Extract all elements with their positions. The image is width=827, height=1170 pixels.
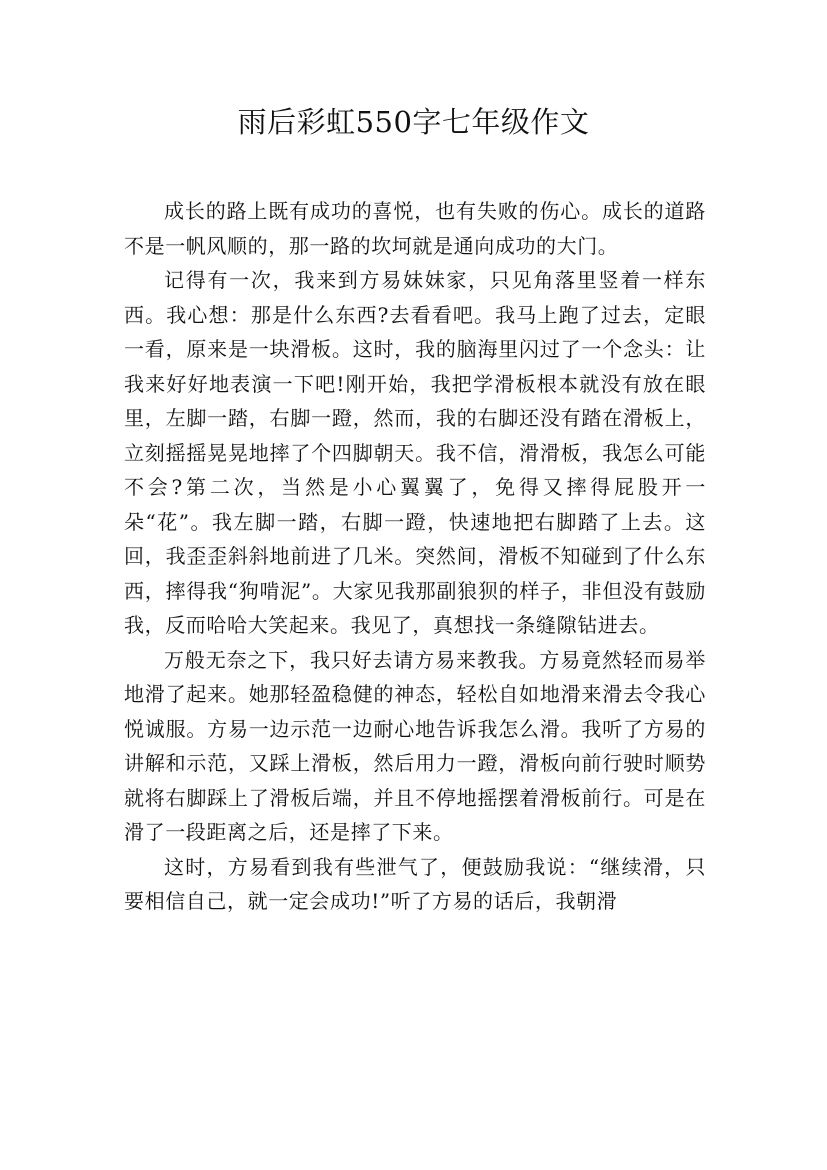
paragraph-3: 万般无奈之下，我只好去请方易来教我。方易竟然轻而易举地滑了起来。她那轻盈稳健的神态，轻松自如地滑来滑去令我心悦诚服。方易一边示范一边耐心地告诉我怎么滑。我听了方易的讲解和示范，又踩上滑板，然后用力一蹬，滑板向前行驶时顺势就将右脚踩上了滑板后端，并且不停地摇摆着滑板前行。可是在滑了一段距离之后，还是摔了下来。	[124, 647, 706, 844]
document-title: 雨后彩虹550字七年级作文	[237, 105, 590, 139]
paragraph-1: 成长的路上既有成功的喜悦，也有失败的伤心。成长的道路不是一帆风顺的，那一路的坎坷就是通向成功的大门。	[124, 199, 706, 258]
paragraph-2: 记得有一次，我来到方易妹妹家，只见角落里竖着一样东西。我心想：那是什么东西?去看看吧。我马上跑了过去，定眼一看，原来是一块滑板。这时，我的脑海里闪过了一个念头：让我来好好地表演一下吧!刚开始，我把学滑板根本就没有放在眼里，左脚一踏，右脚一蹬，然而，我的右脚还没有踏在滑板上，立刻摇摇晃晃地摔了个四脚朝天。我不信，滑滑板，我怎么可能不会?第二次，当然是小心翼翼了，免得又摔得屁股开一朵“花”。我左脚一踏，右脚一蹬，快速地把右脚踏了上去。这回，我歪歪斜斜地前进了几米。突然间，滑板不知碰到了什么东西，摔得我“狗啃泥”。大家见我那副狼狈的样子，非但没有鼓励我，反而哈哈大笑起来。我见了，真想找一条缝隙钻进去。	[124, 268, 706, 637]
paragraph-4: 这时，方易看到我有些泄气了，便鼓励我说：“继续滑，只要相信自己，就一定会成功!”听了方易的话后，我朝滑	[124, 854, 706, 913]
essay-body	[124, 194, 706, 919]
